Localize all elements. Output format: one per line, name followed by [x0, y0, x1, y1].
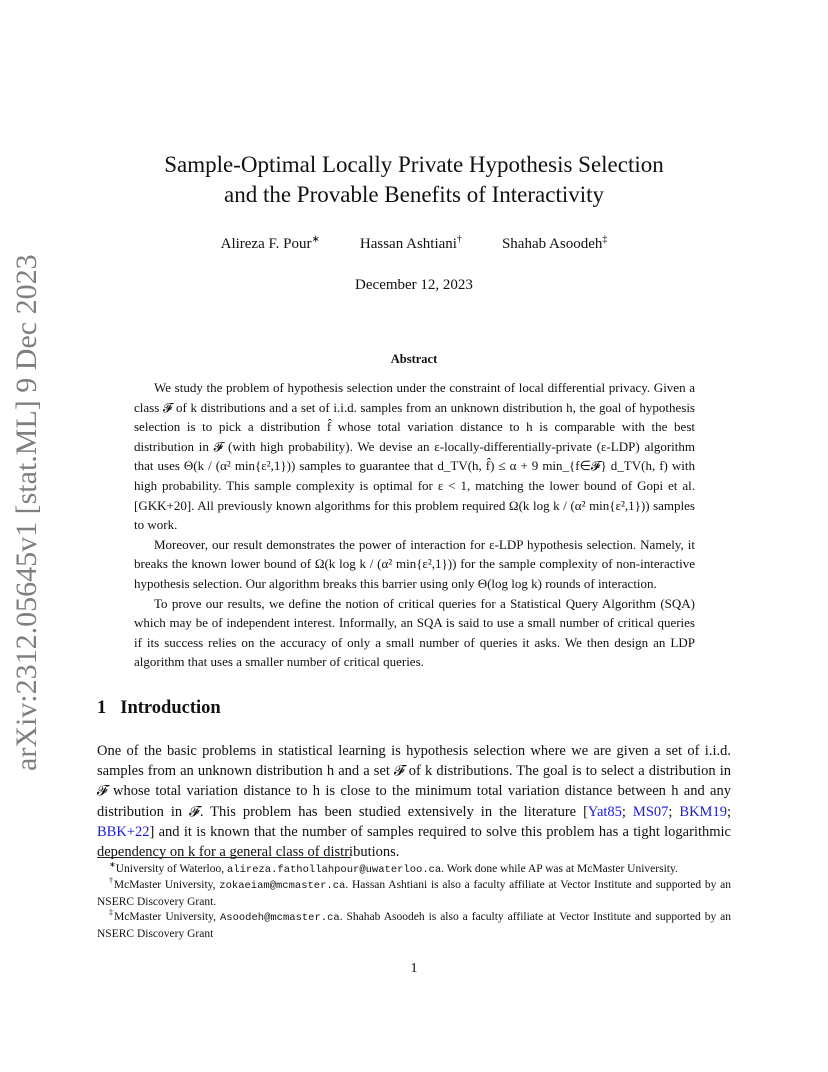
footnote-1: [97, 862, 731, 878]
author-footnote-mark: ‡: [602, 234, 608, 245]
citation-link[interactable]: Yat85: [587, 803, 622, 820]
title-line-1: Sample-Optimal Locally Private Hypothesis Selection: [164, 152, 664, 177]
email-address: alireza.fathollahpour@uwaterloo.ca: [227, 864, 442, 876]
author-list: [0, 236, 828, 253]
author-3: [502, 236, 607, 253]
footnote-text: McMaster University,: [113, 879, 220, 892]
author-footnote-mark: †: [456, 234, 462, 245]
citation-separator: ;: [668, 803, 680, 820]
footnote-mark: †: [109, 876, 114, 886]
arxiv-identifier: arXiv:2312.05645v1 [stat.ML] 9 Dec 2023: [10, 254, 43, 771]
footnote-mark: ‡: [109, 908, 115, 918]
footnote-text: McMaster University,: [114, 911, 220, 924]
abstract-paragraph-3: To prove our results, we define the notion of critical queries for a Statistical Query Algorithm (SQA) which may be of independent interest. Informally, an SQA is said to use a small number of critical queries if its success relies on the accuracy of only a small number of queries it asks. We then design an LDP algorithm that uses a smaller number of critical queries.: [134, 595, 695, 670]
paper-date: December 12, 2023: [355, 277, 473, 293]
author-footnote-mark: ∗: [311, 234, 320, 245]
citation-link[interactable]: BBK+22: [97, 823, 150, 840]
author-name: Hassan Ashtiani: [359, 236, 457, 252]
citation-link[interactable]: BKM19: [679, 803, 727, 820]
email-address: zokaeiam@mcmaster.ca: [219, 880, 346, 893]
title-line-2: and the Provable Benefits of Interactivity: [223, 182, 605, 207]
footnote-text: . Shahab Asoodeh is also a faculty affiliate at Vector Institute and supported by an NSERC Discovery Grant: [97, 911, 732, 940]
author-name: Shahab Asoodeh: [501, 236, 603, 252]
citation-link[interactable]: MS07: [632, 803, 669, 820]
intro-text-1: One of the basic problems in statistical learning is hypothesis selection where we are given a set of i.i.d. samples from an unknown distribution h and a set 𝓕 of k distributions. The goal is to select a distribution in 𝓕 whose total variation distance to h is close to the minimum total variation distance between h and any distribution in 𝓕. This problem has been studied extensively in the literature [: [97, 743, 731, 820]
footnotes: [97, 862, 731, 942]
section-number: 1: [97, 698, 107, 718]
page-number: 1: [410, 961, 418, 976]
author-name: Alireza F. Pour: [220, 236, 312, 252]
footnote-3: [97, 910, 731, 942]
author-2: [360, 236, 462, 253]
footnote-text: University of Waterloo,: [115, 863, 227, 875]
citation-separator: ;: [621, 803, 633, 820]
email-address: Asoodeh@mcmaster.ca: [219, 912, 340, 925]
abstract-body: [134, 378, 695, 672]
section-heading: [97, 698, 221, 719]
intro-text-2: ] and it is known that the number of samples required to solve this problem has a tight logarithmic dependency on k for a general class of distributions.: [97, 823, 731, 861]
abstract-paragraph-1: We study the problem of hypothesis selection under the constraint of local differential privacy. Given a class 𝓕 of k distributions and a set of i.i.d. samples from an unknown distribution h, the goal of hypothesis selection is to pick a distribution f̂ whose total variation distance to h is comparable with the best distribution in 𝓕 (with high probability). We devise an ε-locally-differentially-private (ε-LDP) algorithm that uses Θ(k / (α² min{ε²,1})) samples to guarantee that d_TV(h, f̂) ≤ α + 9 min_{f∈𝓕} d_TV(h, f) with high probability. This sample complexity is optimal for ε < 1, matching the lower bound of Gopi et al. [GKK+20]. All previously known algorithms for this problem required Ω(k log k / (α² min{ε²,1})) samples to work.: [134, 380, 695, 533]
citation-separator: ;: [726, 803, 731, 820]
footnote-2: [97, 878, 731, 910]
abstract-heading: Abstract: [390, 352, 438, 366]
intro-paragraph: [97, 741, 731, 862]
footnote-text: . Work done while AP was at McMaster University.: [441, 863, 678, 875]
section-title: Introduction: [120, 698, 221, 718]
footnote-rule: [97, 857, 351, 858]
abstract-paragraph-2: Moreover, our result demonstrates the power of interaction for ε-LDP hypothesis selection. Namely, it breaks the known lower bound of Ω(k log k / (α² min{ε²,1})) for the sample complexity of non-interactive hypothesis selection. Our algorithm breaks this barrier using only Θ(log log k) rounds of interaction.: [134, 536, 695, 591]
footnote-mark: ∗: [109, 860, 116, 870]
footnote-text: . Hassan Ashtiani is also a faculty affiliate at Vector Institute and supported by an NSERC Discovery Grant.: [97, 879, 731, 908]
paper-title: [0, 150, 828, 210]
author-1: [221, 236, 320, 253]
